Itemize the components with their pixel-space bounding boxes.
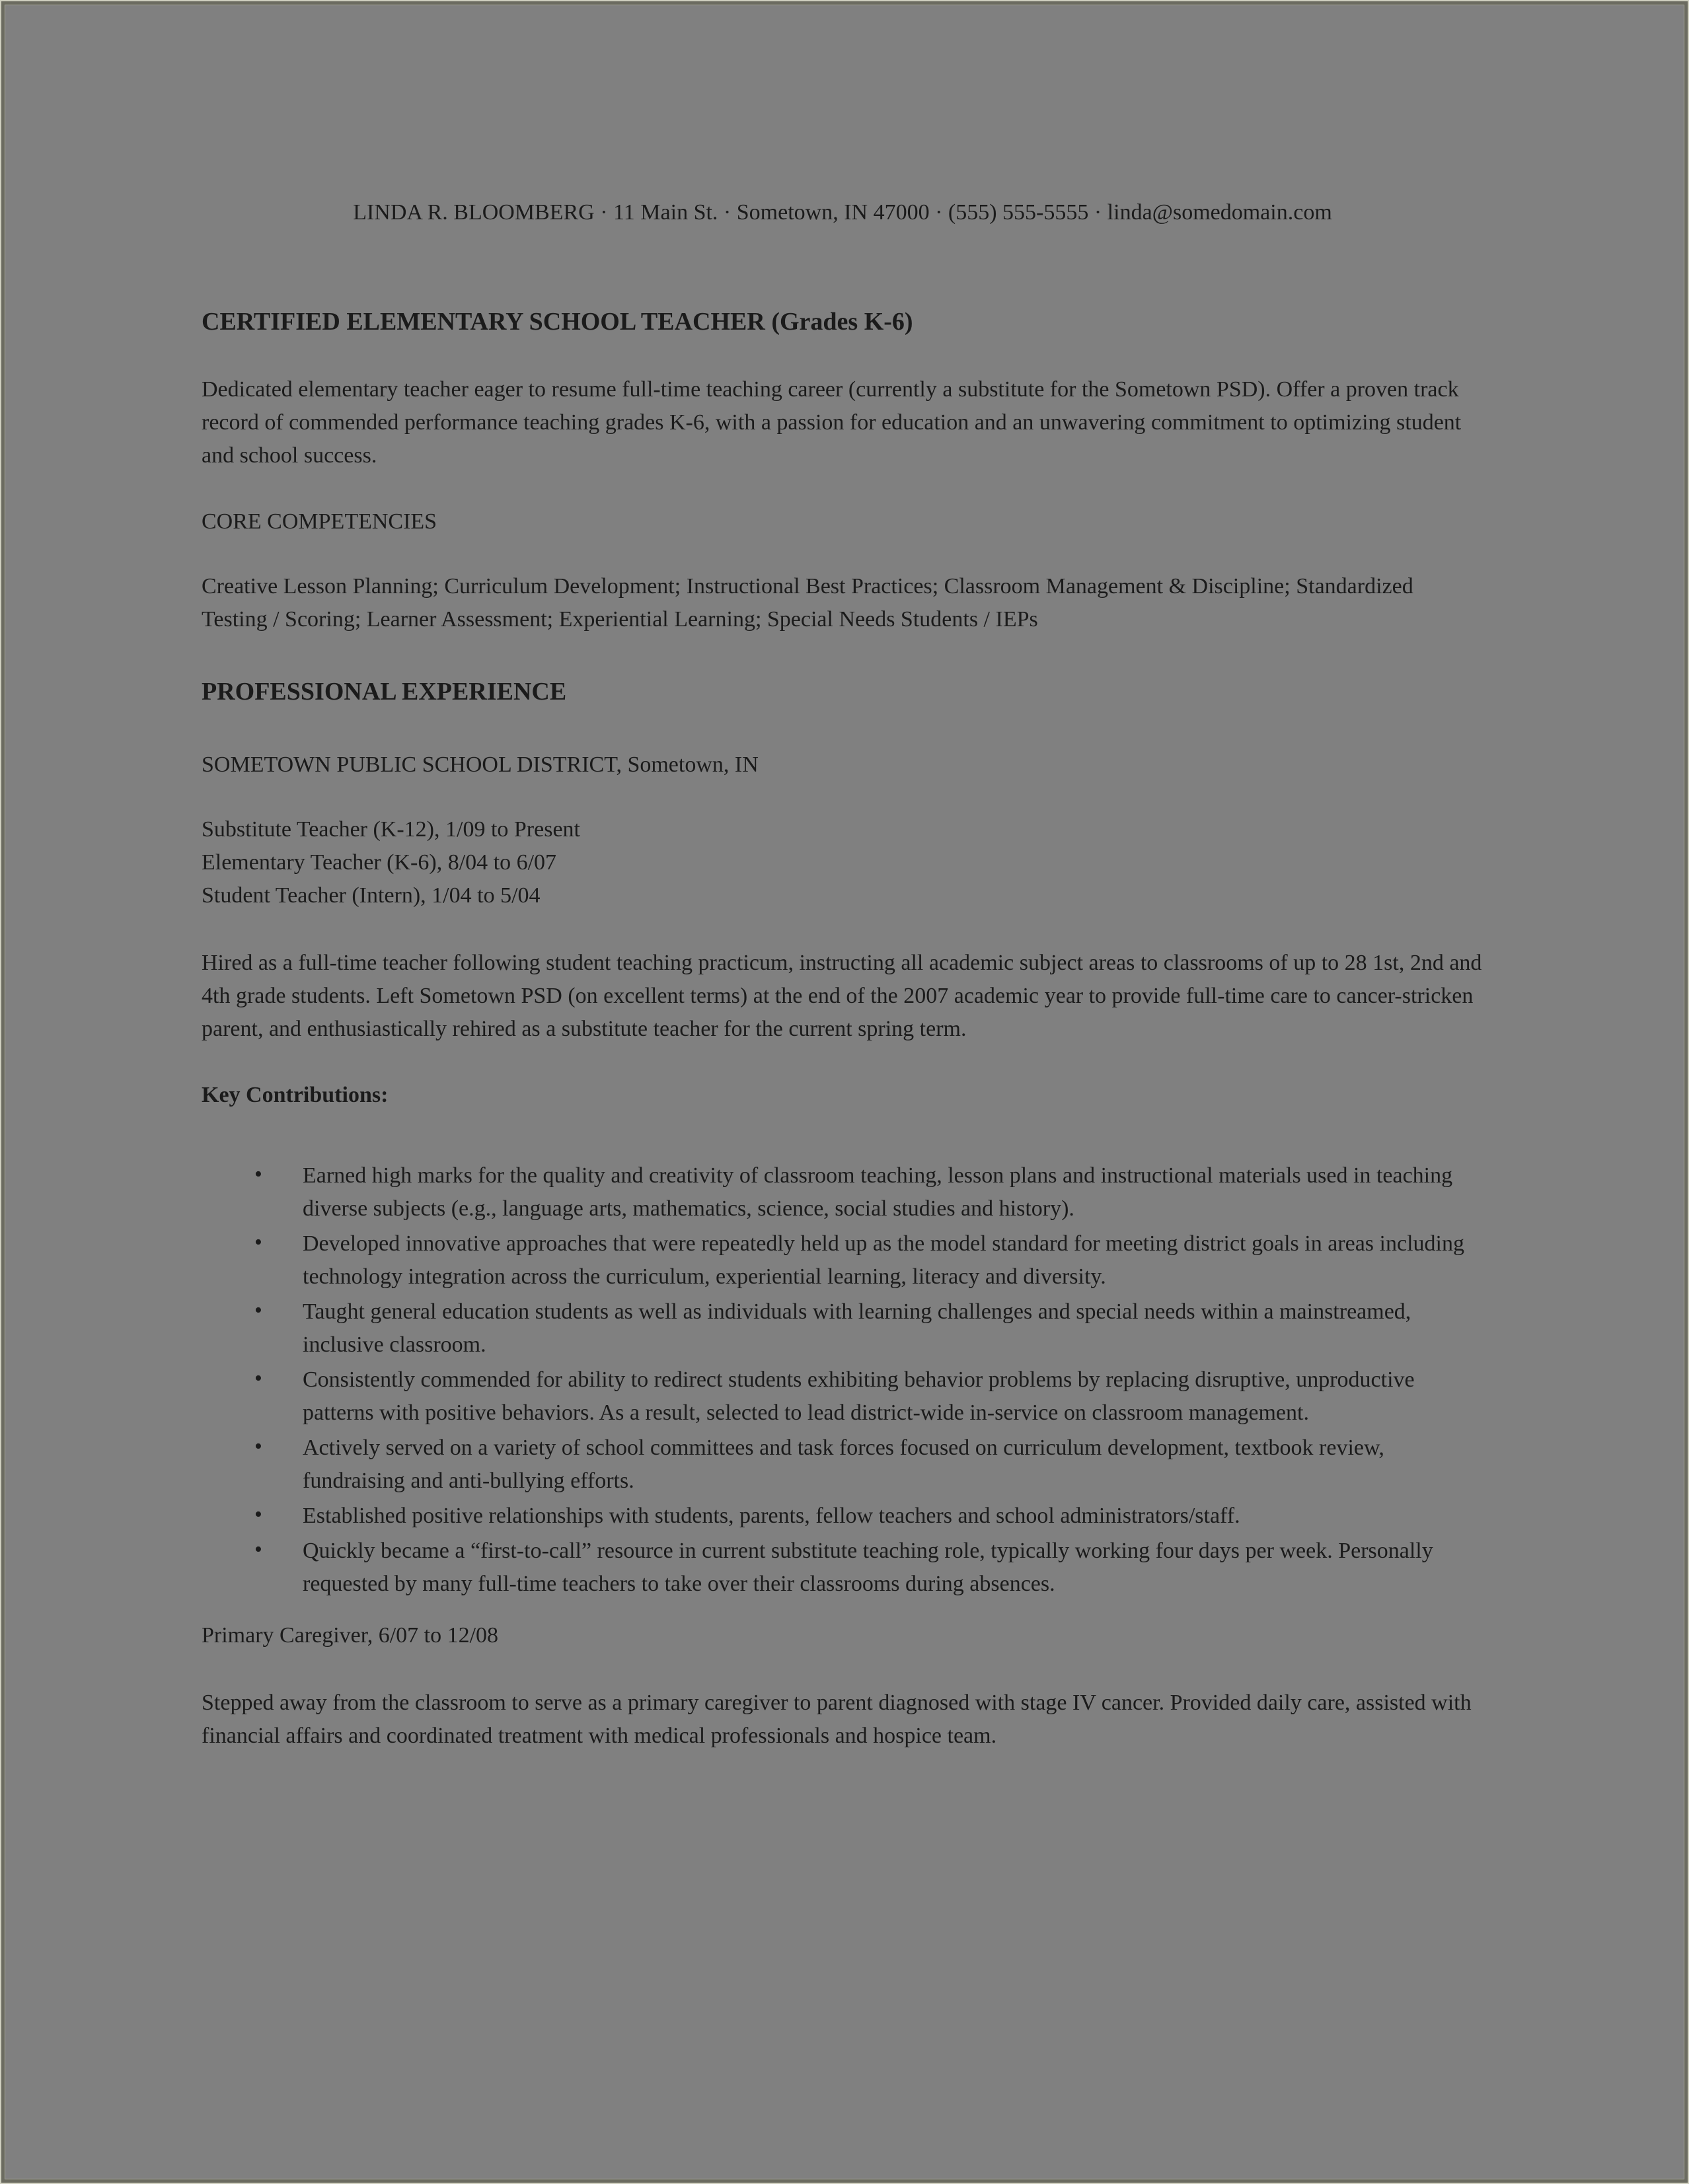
bullet-icon: •: [254, 1162, 262, 1186]
core-competencies-heading: CORE COMPETENCIES: [202, 509, 437, 534]
key-contributions-heading: Key Contributions:: [202, 1083, 389, 1107]
bullet-icon: •: [254, 1230, 262, 1255]
contribution-item: [202, 1535, 1483, 1601]
contribution-item: [202, 1295, 1483, 1362]
contribution-text: Taught general education students as well as individuals with learning challenges and special needs within a mainstreamed, inclusive classroom.: [303, 1299, 1411, 1357]
contribution-text: Actively served on a variety of school committees and task forces focused on curriculum development, textbook review, fundraising and anti-bullying efforts.: [303, 1436, 1384, 1493]
contribution-text: Developed innovative approaches that were repeatedly held up as the model standard for meeting district goals in areas including technology integration across the curriculum, experiential learning, literacy and diversity.: [303, 1231, 1464, 1289]
contribution-item: [202, 1159, 1483, 1225]
contribution-item: [202, 1500, 1483, 1533]
employer-line: SOMETOWN PUBLIC SCHOOL DISTRICT, Sometown, IN: [202, 752, 759, 777]
core-competencies-paragraph: Creative Lesson Planning; Curriculum Development; Instructional Best Practices; Classroom Management & Discipline; Standardized Testing / Scoring; Learner Assessment; Experiential Learning; Special Needs Students / IEPs: [202, 574, 1413, 632]
bullet-icon: •: [254, 1366, 262, 1391]
contribution-text: Earned high marks for the quality and creativity of classroom teaching, lesson plans and instructional materials used in teaching diverse subjects (e.g., language arts, mathematics, science, social studies and history).: [303, 1163, 1453, 1221]
caregiver-role-line: Primary Caregiver, 6/07 to 12/08: [202, 1623, 499, 1648]
role-list: [202, 813, 1483, 912]
contribution-text: Quickly became a “first-to-call” resource in current substitute teaching role, typically working four days per week. Personally requested by many full-time teachers to take over their classrooms during absences.: [303, 1539, 1433, 1596]
contact-line: LINDA R. BLOOMBERG · 11 Main St. · Sometown, IN 47000 · (555) 555-5555 · linda@somedomain.com: [353, 200, 1332, 225]
bullet-icon: •: [254, 1537, 262, 1562]
role-line: Elementary Teacher (K-6), 8/04 to 6/07: [202, 850, 557, 875]
contribution-item: [202, 1432, 1483, 1498]
bullet-icon: •: [254, 1434, 262, 1459]
contribution-text: Consistently commended for ability to redirect students exhibiting behavior problems by replacing disruptive, unproductive patterns with positive behaviors. As a result, selected to lead district-wide in-service on classroom management.: [303, 1367, 1415, 1425]
role-line: Substitute Teacher (K-12), 1/09 to Present: [202, 817, 580, 842]
caregiver-description: Stepped away from the classroom to serve as a primary caregiver to parent diagnosed with stage IV cancer. Provided daily care, assisted with financial affairs and coordinated treatment with medical professionals and hospice team.: [202, 1691, 1472, 1748]
experience-description: Hired as a full-time teacher following student teaching practicum, instructing all academic subject areas to classrooms of up to 28 1st, 2nd and 4th grade students. Left Sometown PSD (on excellent terms) at the end of the 2007 academic year to provide full-time care to cancer-stricken parent, and enthusiastically rehired as a substitute teacher for the current spring term.: [202, 951, 1482, 1041]
key-contributions-list: [202, 1159, 1483, 1601]
bullet-icon: •: [254, 1298, 262, 1323]
contribution-item: [202, 1227, 1483, 1293]
contribution-item: [202, 1364, 1483, 1430]
contribution-text: Established positive relationships with students, parents, fellow teachers and school administrators/staff.: [303, 1504, 1240, 1528]
professional-experience-heading: PROFESSIONAL EXPERIENCE: [202, 678, 567, 706]
summary-paragraph: Dedicated elementary teacher eager to resume full-time teaching career (currently a substitute for the Sometown PSD). Offer a proven track record of commended performance teaching grades K-6, with a passion for education and an unwavering commitment to optimizing student and school success.: [202, 377, 1462, 468]
bullet-icon: •: [254, 1502, 262, 1527]
role-line: Student Teacher (Intern), 1/04 to 5/04: [202, 883, 541, 908]
resume-title: CERTIFIED ELEMENTARY SCHOOL TEACHER (Grades K-6): [202, 308, 913, 336]
